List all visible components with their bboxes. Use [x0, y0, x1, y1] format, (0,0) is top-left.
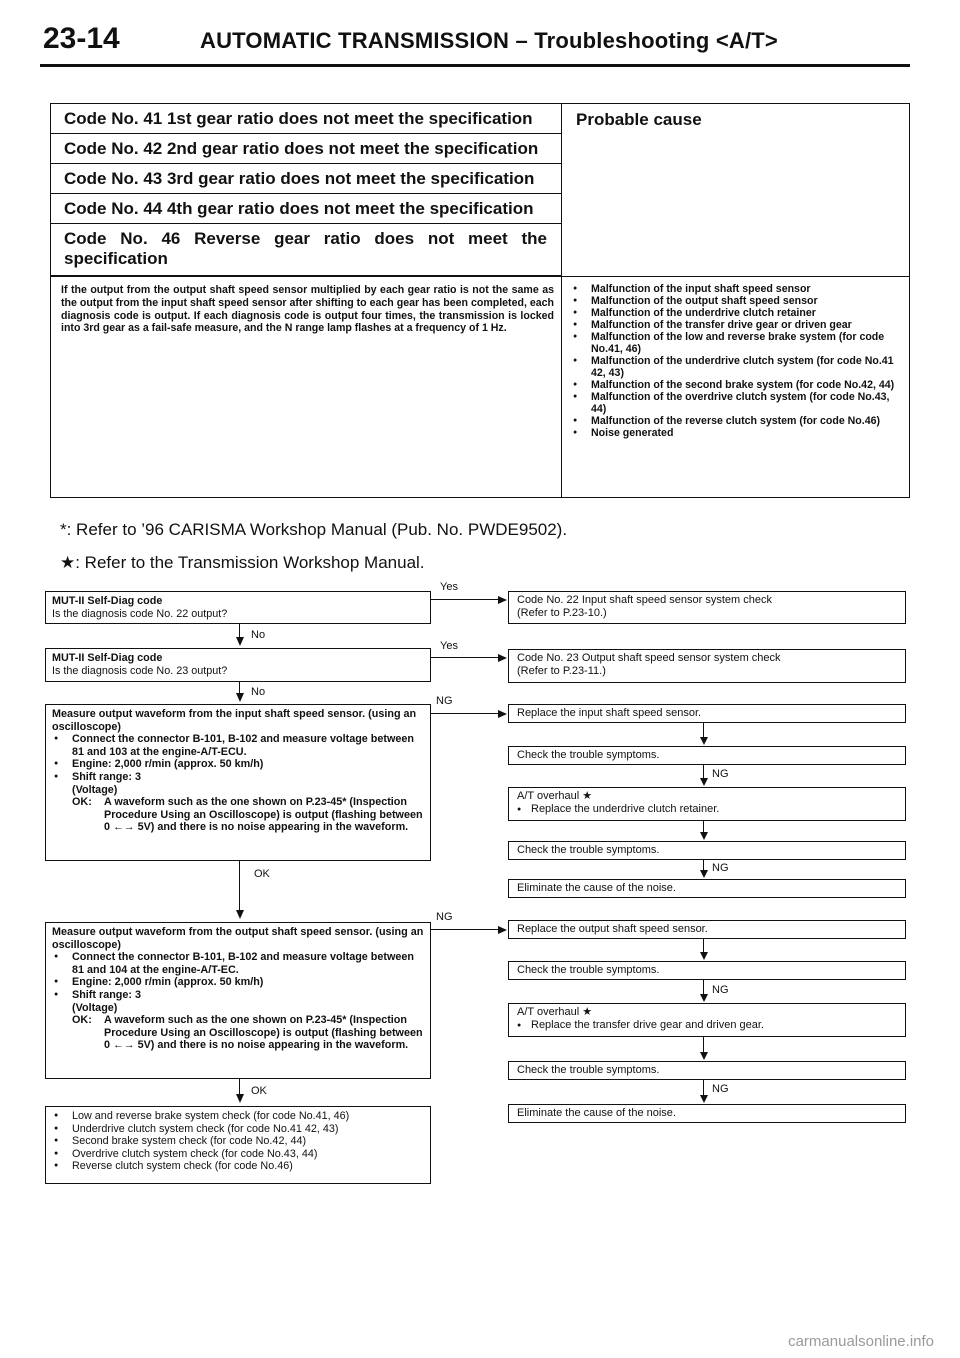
label-no: No — [251, 686, 266, 698]
r4-box: Check the trouble symptoms. — [508, 746, 906, 765]
list-item: ● Malfunction of the reverse clutch system (for code No.46) — [569, 415, 905, 427]
code-description: If the output from the output shaft speed sensor multiplied by each gear ratio is not the same as the output from the input shaft speed sensor after shifting to each gear has been completed, each diagnosis code is output. If each diagnosis code is output four times, the transmission is locked into 3rd gear as a fail-safe measure, and the N range lamp flashes at a frequency of 1 Hz. — [61, 284, 554, 335]
r11-box: Check the trouble symptoms. — [508, 1061, 906, 1080]
label-ng: NG — [436, 695, 453, 707]
step2-question: Is the diagnosis code No. 23 output? — [52, 664, 228, 677]
label-ok: OK — [251, 1085, 267, 1097]
r1-line2: (Refer to P.23-10.) — [517, 607, 607, 619]
code-row-44: Code No. 44 4th gear ratio does not meet the specification — [51, 194, 561, 224]
r3-box: Replace the input shaft speed sensor. — [508, 704, 906, 723]
connector-line — [431, 929, 501, 930]
list-item: ● Overdrive clutch system check (for code No.43, 44) — [52, 1148, 424, 1161]
step2-box — [45, 648, 431, 682]
step3-ok — [52, 796, 424, 834]
step1-box — [45, 591, 431, 624]
list-item: ● Shift range: 3 — [52, 989, 424, 1002]
step3-ok-text: A waveform such as the one shown on P.23-45* (Inspection Procedure Using an Oscilloscope) is output (flashing between 0 ←→ 5V) and there is no noise appearing in the waveform. — [104, 796, 423, 834]
cause-list — [569, 283, 905, 439]
list-item: ● Connect the connector B-101, B-102 and measure voltage between 81 and 104 at the engine-A/T-EC. — [52, 951, 424, 976]
step1-title: MUT-II Self-Diag code — [52, 595, 163, 607]
page-title: AUTOMATIC TRANSMISSION – Troubleshooting <A/T> — [200, 28, 778, 53]
arrow-down-icon — [700, 1052, 708, 1060]
list-item: ● Malfunction of the overdrive clutch system (for code No.43, 44) — [569, 391, 905, 415]
label-ng: NG — [712, 768, 729, 780]
arrow-right-icon — [498, 654, 507, 662]
label-ng: NG — [712, 984, 729, 996]
list-item: ● Malfunction of the low and reverse brake system (for code No.41, 46) — [569, 331, 905, 355]
arrow-right-icon — [498, 596, 507, 604]
arrow-down-icon — [236, 1094, 244, 1103]
r5-box — [508, 787, 906, 821]
arrow-down-icon — [700, 870, 708, 878]
list-item: ● Noise generated — [569, 427, 905, 439]
code-row-46: Code No. 46 Reverse gear ratio does not meet the specification — [51, 224, 561, 276]
note-star: ★: Refer to the Transmission Workshop Manual. — [60, 553, 425, 572]
arrow-down-icon — [700, 778, 708, 786]
label-ok: OK — [254, 868, 270, 880]
code-row-43: Code No. 43 3rd gear ratio does not meet the specification — [51, 164, 561, 194]
step4-title: Measure output waveform from the output shaft speed sensor. (using an oscilloscope) — [52, 926, 424, 951]
code-row-41: Code No. 41 1st gear ratio does not meet the specification — [51, 104, 561, 134]
step4-bullets — [52, 951, 424, 1001]
list-item: ● Malfunction of the transfer drive gear or driven gear — [569, 319, 905, 331]
bullet-icon: ● — [517, 1022, 522, 1029]
step4-box — [45, 922, 431, 1079]
label-ng: NG — [712, 862, 729, 874]
connector-line — [431, 599, 501, 600]
code-row-42: Code No. 42 2nd gear ratio does not meet the specification — [51, 134, 561, 164]
arrow-down-icon — [700, 832, 708, 840]
list-item: ● Connect the connector B-101, B-102 and measure voltage between 81 and 103 at the engine-A/T-ECU. — [52, 733, 424, 758]
arrow-right-icon — [498, 926, 507, 934]
connector-line — [431, 657, 501, 658]
note-asterisk: *: Refer to ’96 CARISMA Workshop Manual (Pub. No. PWDE9502). — [60, 520, 568, 539]
label-ng: NG — [712, 1083, 729, 1095]
probable-cause-header: Probable cause — [576, 110, 702, 129]
step4-ok-label: OK: — [72, 1014, 92, 1027]
step3-title: Measure output waveform from the input shaft speed sensor. (using an oscilloscope) — [52, 708, 417, 733]
label-ng: NG — [436, 911, 453, 923]
r10-box — [508, 1003, 906, 1037]
connector-line — [239, 861, 240, 913]
arrow-down-icon — [236, 693, 244, 702]
step2-title: MUT-II Self-Diag code — [52, 652, 163, 664]
r5-line2-text: Replace the underdrive clutch retainer. — [531, 803, 720, 815]
label-no: No — [251, 629, 266, 641]
r9-box: Check the trouble symptoms. — [508, 961, 906, 980]
list-item: ● Reverse clutch system check (for code No.46) — [52, 1160, 424, 1173]
list-item: ● Malfunction of the output shaft speed sensor — [569, 295, 905, 307]
r10-line1: A/T overhaul ★ — [517, 1006, 593, 1018]
r5-line2 — [517, 803, 897, 816]
r2-line2: (Refer to P.23-11.) — [517, 665, 606, 677]
arrow-right-icon — [498, 710, 507, 718]
step5-checks — [52, 1110, 424, 1173]
arrow-down-icon — [236, 637, 244, 646]
step3-ok-label: OK: — [72, 796, 92, 809]
step4-voltage: (Voltage) — [72, 1001, 118, 1014]
r5-line1: A/T overhaul ★ — [517, 790, 593, 802]
list-item: ● Malfunction of the second brake system (for code No.42, 44) — [569, 379, 905, 391]
list-item: ● Malfunction of the underdrive clutch retainer — [569, 307, 905, 319]
arrow-down-icon — [700, 737, 708, 745]
list-item: ● Engine: 2,000 r/min (approx. 50 km/h) — [52, 976, 424, 989]
arrow-down-icon — [700, 1095, 708, 1103]
arrow-down-icon — [700, 994, 708, 1002]
r7-box: Eliminate the cause of the noise. — [508, 879, 906, 898]
r2-line1: Code No. 23 Output shaft speed sensor system check — [517, 652, 781, 664]
bullet-icon: ● — [517, 806, 522, 813]
r1-box — [508, 591, 906, 624]
page-number: 23-14 — [43, 22, 120, 55]
step3-bullets — [52, 733, 424, 783]
list-item: ● Shift range: 3 — [52, 771, 424, 784]
r8-box: Replace the output shaft speed sensor. — [508, 920, 906, 939]
arrow-down-icon — [236, 910, 244, 919]
arrow-down-icon — [700, 952, 708, 960]
r1-line1: Code No. 22 Input shaft speed sensor system check — [517, 594, 772, 606]
list-item: ● Low and reverse brake system check (for code No.41, 46) — [52, 1110, 424, 1123]
step1-question: Is the diagnosis code No. 22 output? — [52, 607, 228, 620]
watermark: carmanualsonline.info — [788, 1333, 934, 1350]
list-item: ● Second brake system check (for code No.42, 44) — [52, 1135, 424, 1148]
r12-box: Eliminate the cause of the noise. — [508, 1104, 906, 1123]
list-item: ● Engine: 2,000 r/min (approx. 50 km/h) — [52, 758, 424, 771]
step4-ok-text: A waveform such as the one shown on P.23-45* (Inspection Procedure Using an Oscilloscope) is output (flashing between 0 ←→ 5V) and there is no noise appearing in the waveform. — [104, 1014, 423, 1052]
step5-box — [45, 1106, 431, 1184]
list-item: ● Malfunction of the underdrive clutch system (for code No.41 42, 43) — [569, 355, 905, 379]
step3-box — [45, 704, 431, 861]
r10-line2-text: Replace the transfer drive gear and driven gear. — [531, 1019, 764, 1031]
r6-box: Check the trouble symptoms. — [508, 841, 906, 860]
connector-line — [431, 713, 501, 714]
step4-ok — [52, 1014, 424, 1052]
table-divider — [561, 104, 562, 497]
table-hrule — [51, 276, 909, 277]
list-item: ● Underdrive clutch system check (for code No.41 42, 43) — [52, 1123, 424, 1136]
step3-voltage: (Voltage) — [72, 783, 118, 796]
code-table — [50, 103, 910, 498]
r10-line2 — [517, 1019, 897, 1032]
header-rule — [40, 64, 910, 67]
r2-box — [508, 649, 906, 683]
label-yes: Yes — [440, 581, 458, 593]
list-item: ● Malfunction of the input shaft speed sensor — [569, 283, 905, 295]
label-yes: Yes — [440, 640, 458, 652]
